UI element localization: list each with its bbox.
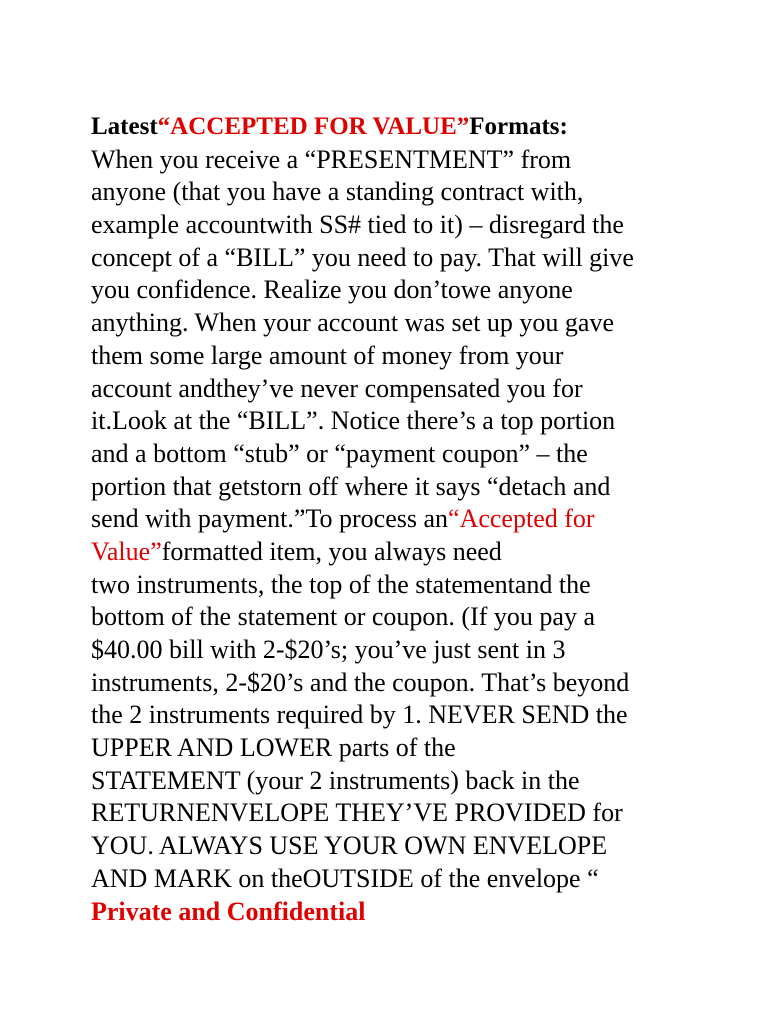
body-line: UPPER AND LOWER parts of the bbox=[91, 733, 456, 763]
heading-prefix: Latest bbox=[91, 113, 158, 140]
body-line: AND MARK on theOUTSIDE of the envelope “ bbox=[91, 863, 599, 893]
line-13-highlight: Value” bbox=[91, 536, 162, 566]
line-13-text: formatted item, you always need bbox=[161, 536, 502, 566]
body-line: When you receive a “PRESENTMENT” from bbox=[91, 144, 572, 174]
body-line: STATEMENT (your 2 instruments) back in the bbox=[91, 765, 580, 795]
body-line: bottom of the statement or coupon. (If you pay a bbox=[91, 602, 595, 632]
heading-suffix: Formats: bbox=[469, 113, 568, 140]
body-line bbox=[91, 503, 731, 536]
body-line: instruments, 2-$20’s and the coupon. That’s beyond bbox=[91, 667, 630, 697]
line-12-text: send with payment.”To process an bbox=[91, 504, 449, 534]
body-line: RETURNENVELOPE THEY’VE PROVIDED for bbox=[91, 798, 623, 828]
body-line: portion that getstorn off where it says “detach and bbox=[91, 471, 611, 501]
body-line: the 2 instruments required by 1. NEVER SEND the bbox=[91, 700, 628, 730]
body-line: anyone (that you have a standing contract with, bbox=[91, 177, 584, 207]
body-line: YOU. ALWAYS USE YOUR OWN ENVELOPE bbox=[91, 831, 608, 861]
body-line: it.Look at the “BILL”. Notice there’s a top portion bbox=[91, 406, 616, 436]
line-12-highlight: “Accepted for bbox=[448, 504, 595, 534]
body-line: anything. When your account was set up you gave bbox=[91, 308, 614, 338]
body-line: $40.00 bill with 2-$20’s; you’ve just sent in 3 bbox=[91, 635, 566, 664]
body-line: account andthey’ve never compensated you for bbox=[91, 373, 583, 403]
body-line: concept of a “BILL” you need to pay. That will give bbox=[91, 242, 634, 272]
heading-highlight: “ACCEPTED FOR VALUE” bbox=[157, 113, 470, 140]
document-heading bbox=[91, 111, 731, 144]
body-line bbox=[91, 536, 731, 569]
body-line: and a bottom “stub” or “payment coupon” – the bbox=[91, 438, 588, 468]
body-line: you confidence. Realize you don’towe anyone bbox=[91, 275, 573, 305]
body-line: example accountwith SS# tied to it) – disregard the bbox=[91, 210, 624, 240]
body-line: them some large amount of money from your bbox=[91, 340, 564, 370]
body-line: two instruments, the top of the statementand the bbox=[91, 569, 591, 599]
closing-line: Private and Confidential bbox=[91, 896, 366, 926]
document-body bbox=[91, 111, 731, 928]
